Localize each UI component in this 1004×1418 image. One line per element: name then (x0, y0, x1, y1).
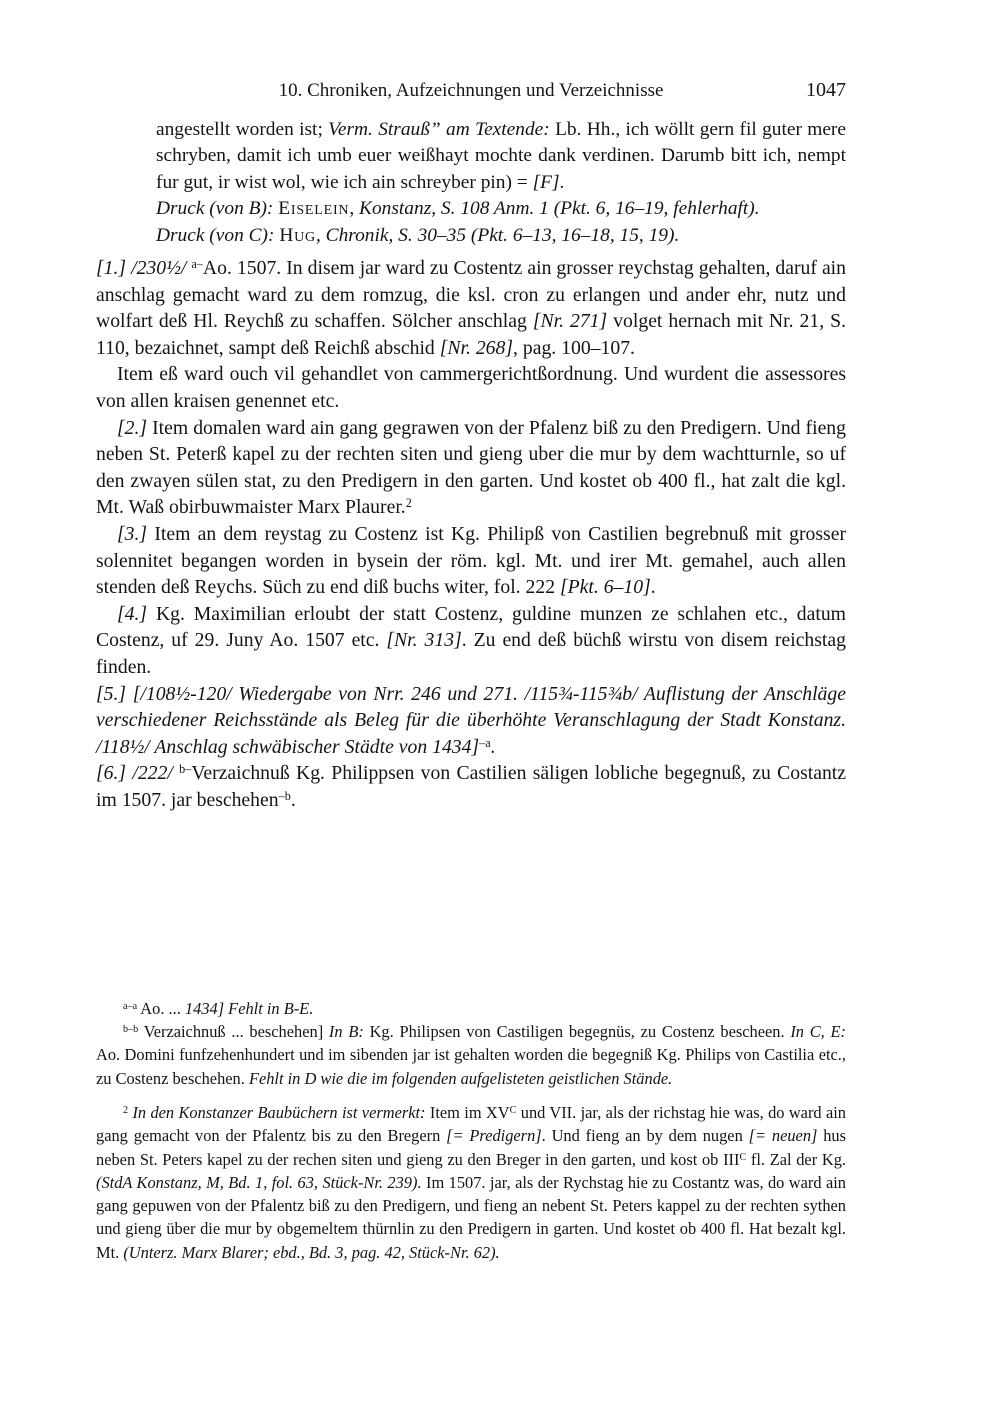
text-segment: volget hernach mit Nr. 21, S. 110, bezaichnet, sampt deß Reichß abschid (96, 310, 847, 359)
text-segment: a– (191, 256, 203, 271)
text-segment: [Pkt. 6–10] (559, 576, 651, 599)
text-segment: –b (278, 788, 291, 803)
text-segment: [3.] (117, 522, 155, 545)
text-segment: (Unterz. Marx Blarer; ebd., Bd. 3, pag. 42, Stück-Nr. 62). (123, 1242, 500, 1262)
text-segment: [Nr. 271] (532, 310, 608, 333)
text-segment: Chronik, S. 30–35 (Pkt. 6–13, 16–18, 15, 19). (325, 224, 680, 246)
text-segment: fl. Zal der Kg. (746, 1149, 846, 1169)
body-paragraph (96, 681, 846, 761)
text-segment: 2 (405, 496, 412, 511)
running-title: 10. Chroniken, Aufzeichnungen und Verzeichnisse (278, 80, 664, 101)
text-segment: Ao. 1507. In disem jar ward zu Costentz ain grosser reychstag gehalten, daruf ain anschlag gemacht ward zu dem romzug, die ksl. cron zu erlangen und ander ehr, nutz und wolfart deß Hl. Reychß zu schaffen. Sölcher anschlag (96, 257, 846, 333)
text-segment: Verzaichnuß Kg. Philippsen von Castilien säligen lobliche begegnuß, zu Costantz im 1507. jar beschehen (96, 762, 846, 811)
apparatus-note (96, 1020, 846, 1090)
text-segment: . (650, 576, 656, 599)
text-segment: In B: (328, 1022, 370, 1042)
text-segment: . (559, 171, 565, 193)
text-segment: Eiselein (278, 198, 350, 220)
text-segment: [5.] [/108½-120/ Wiedergabe von Nrr. 246 und 271. /115¾-115¾b/ Auflistung der Anschläge verschiedener Reichsstände als Beleg für die überhöhte Veranschlagung der Stadt Konstanz. /118½/ Anschlag schwäbischer Städte von 1434] (96, 682, 846, 758)
text-segment: b– (179, 762, 192, 777)
page-header (96, 78, 846, 104)
text-segment: In C, E: (790, 1022, 846, 1042)
main-text-block (96, 255, 846, 813)
text-segment: und VII. jar, als der richstag hie was, do ward ain gang gemacht von der Pfalentz bis zu den Bregern (96, 1103, 846, 1146)
text-segment: Item domalen ward ain gang gegrawen von der Pfalenz biß zu den Predigern. Und fieng neben St. Peterß kapel zu der rechten siten und gieng uber die mur by dem wachtturnle, so uf den zwayen sülen stat, zu den Predigern in den garten. Und kostet ob 400 fl., hat zalt die kgl. Mt. Waß obirbuwmaister Marx Plaurer. (96, 416, 846, 519)
text-segment: [6.] /222/ (96, 762, 180, 785)
text-segment: . (490, 735, 496, 758)
text-segment: Verm. Strauß” am Textende: (328, 119, 556, 140)
text-segment: [2.] (117, 416, 153, 439)
text-segment: Item eß ward ouch vil gehandlet von cammergerichtßordnung. Und wurdent die assessores von allen kraisen genennet etc. (96, 363, 846, 412)
text-segment: Hug (279, 224, 316, 246)
text-segment: Item im XV (429, 1103, 510, 1122)
text-segment: [= Predigern] (446, 1126, 542, 1146)
text-segment: . Zu end deß büchß wirstu von disem reichstag finden. (96, 629, 846, 678)
body-paragraph (96, 521, 846, 601)
text-segment: [Nr. 313] (386, 629, 462, 652)
text-segment: , (349, 198, 360, 220)
text-segment: hus neben St. Peters kapel zu der rechen siten und gieng zu den Breger in den garten, und kost ob III (96, 1126, 847, 1169)
text-segment: Kg. Philipsen von Castiligen begegnüs, zu Costenz bescheen. (369, 1022, 791, 1042)
footnote (96, 1101, 846, 1264)
body-paragraph (96, 361, 846, 414)
text-segment: In den Konstanzer Baubüchern ist vermerkt: (132, 1103, 430, 1122)
text-segment: Kg. Maximilian erloubt der statt Costenz, guldine munzen ze schlahen etc., datum Costenz, uf 29. Juny Ao. 1507 etc. (96, 602, 846, 652)
body-paragraph (96, 601, 846, 681)
print-reference-c (156, 223, 846, 249)
editorial-intro-block (156, 117, 846, 249)
text-segment: [= neuen] (748, 1126, 818, 1146)
editorial-annotation-paragraph (156, 117, 846, 196)
body-paragraph (96, 255, 846, 361)
page-number: 1047 (806, 79, 846, 101)
text-segment: angestellt worden ist; (156, 119, 329, 140)
text-segment: Ao. Domini funfzehenhundert und im sibenden jar ist gehalten worden die begegniß Kg. Philips von Castilia etc., zu Costenz beschehen. (96, 1045, 846, 1088)
text-segment: C (509, 1104, 517, 1116)
text-segment: , (315, 224, 326, 246)
text-segment: (StdA Konstanz, M, Bd. 1, fol. 63, Stück-Nr. 239). (96, 1172, 422, 1192)
text-segment: . (290, 788, 296, 811)
text-segment: Ao. ... (137, 999, 185, 1018)
text-segment: Im 1507. jar, als der Rychstag hie zu Costantz was, do ward ain gang gepuwen von der Pfalentz biß zu den Predigern, und fieng an nebent St. Peters kappel zu der rechten sythen und gieng über die mur by obgemeltem thürnlin zu den Predigern in garten. Und kostet ob 400 fl. Hat bezalt kgl. Mt. (96, 1172, 846, 1262)
text-segment: –a (479, 735, 491, 750)
text-segment: Verzaichnuß ... beschehen] (138, 1022, 329, 1042)
text-segment: Druck (von B): (156, 198, 279, 220)
text-segment: Fehlt in D wie die im folgenden aufgelisteten geistlichen Stände. (248, 1068, 673, 1088)
text-segment: b–b (123, 1024, 139, 1036)
apparatus-note (96, 997, 846, 1020)
text-segment: Item an dem reystag zu Costenz ist Kg. Philipß von Castilien begrebnuß mit grosser solennitet begangen worden in bysein der röm. kgl. Mt. und irer Mt. gemahel, auch allen stenden deß Reychs. Süch zu end diß buchs witer, fol. 222 (96, 522, 846, 599)
critical-apparatus-block (96, 997, 846, 1090)
print-reference-b (156, 196, 846, 222)
text-segment: . Und fieng an by dem nugen (541, 1126, 749, 1146)
text-segment: Druck (von C): (156, 224, 280, 246)
text-segment: Konstanz, S. 108 Anm. 1 (Pkt. 6, 16–19, fehlerhaft). (359, 198, 760, 220)
text-segment: [F] (532, 171, 560, 193)
text-segment: [4.] (117, 602, 156, 625)
text-segment: [1.] /230½/ (96, 257, 192, 280)
text-segment: , pag. 100–107. (513, 336, 635, 359)
text-segment: a–a (123, 1000, 138, 1012)
body-paragraph (96, 415, 846, 521)
text-segment: Lb. Hh., ich wöllt gern fil guter mere schryben, damit ich umb euer weißhayt mochte dank verdinen. Darumb bitt ich, nempt fur gut, ir wist wol, wie ich ain schreyber pin) = (156, 119, 846, 193)
body-paragraph (96, 760, 846, 813)
text-segment: 1434] Fehlt in B-E. (184, 999, 314, 1018)
footnote-block (96, 1101, 846, 1264)
text-segment: [Nr. 268] (439, 336, 514, 359)
text-segment: C (739, 1151, 747, 1163)
text-segment: 2 (123, 1104, 129, 1116)
